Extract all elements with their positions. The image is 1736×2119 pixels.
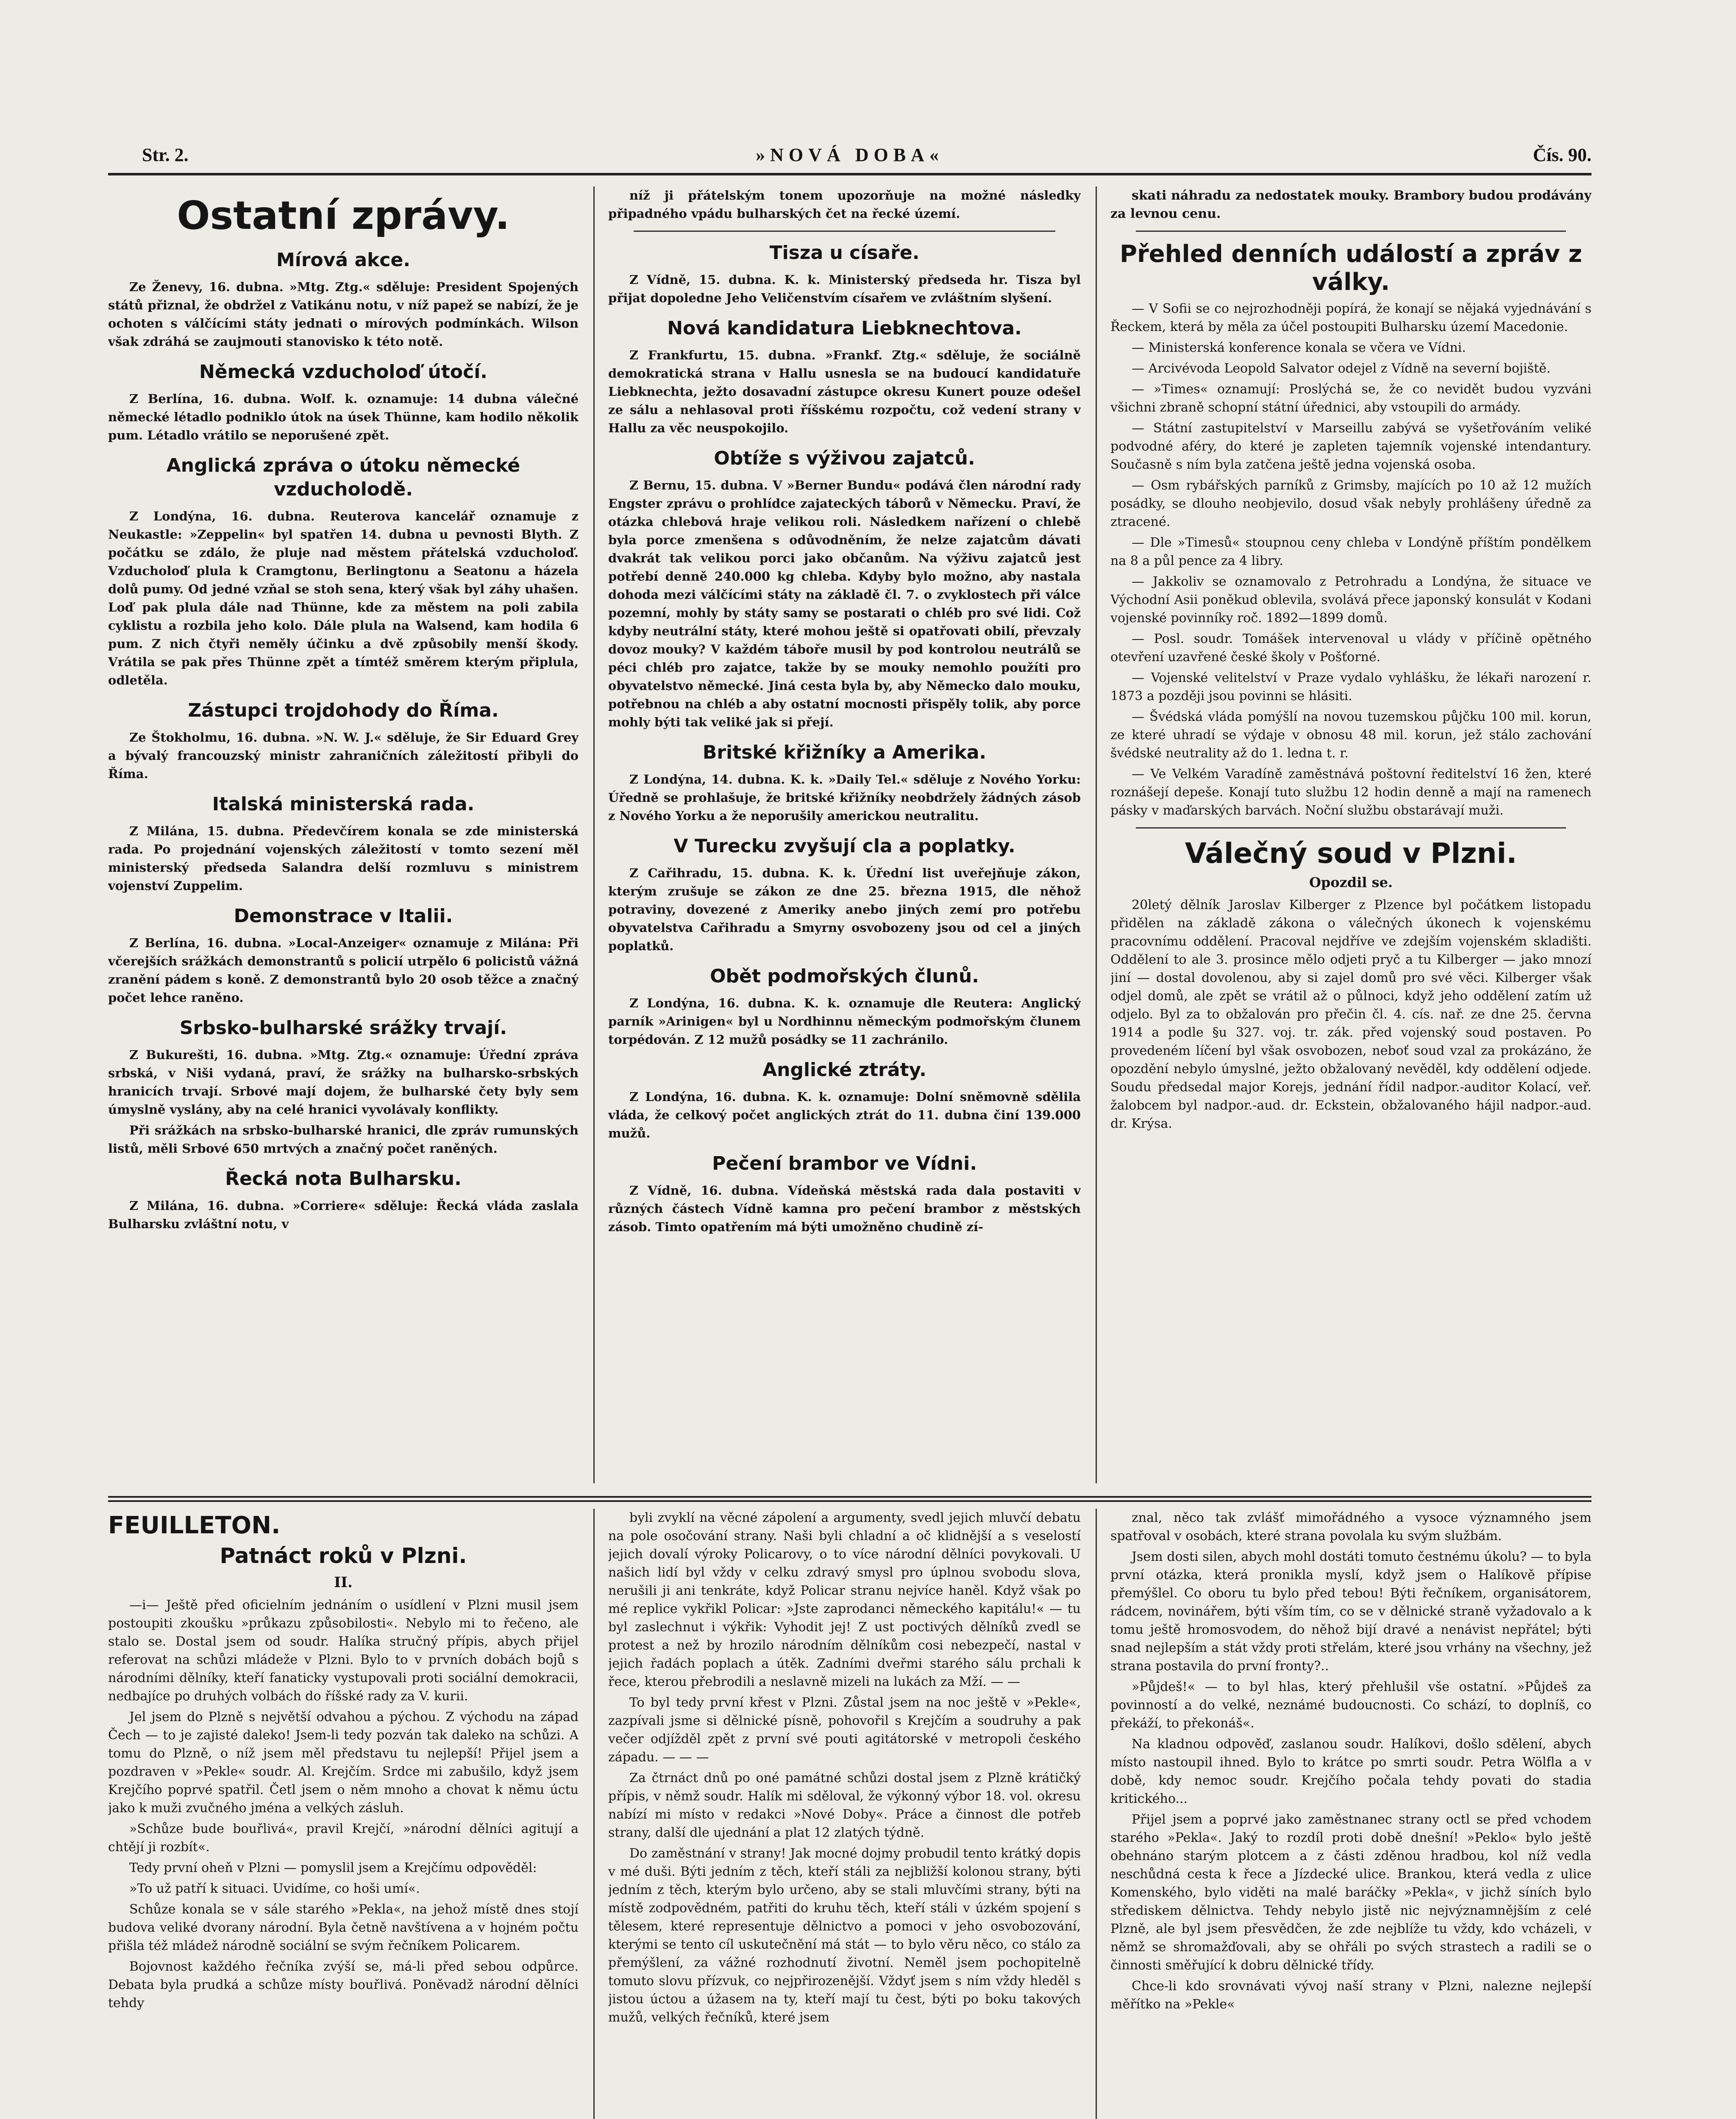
section-title: Ostatní zprávy. (177, 193, 510, 238)
overview-item: — Arcivévoda Leopold Salvator odejel z Vídně na severní bojiště. (1132, 361, 1551, 376)
feuilleton-paragraph: znal, něco tak zvlášť mimořádného a vysoce významného jsem spatřoval v osobách, které strana povolala ku svým službám. (1110, 1510, 1591, 1543)
overview-item: — Posl. soudr. Tomášek intervenoval u vlády v příčině opětného otevření uzavřené české školy v Pošťorné. (1110, 631, 1591, 665)
story-title: Zástupci trojdohody do Říma. (188, 700, 499, 721)
feuilleton-title: Patnáct roků v Plzni. (220, 1543, 467, 1568)
story-title: Anglické ztráty. (762, 1059, 926, 1081)
story-text: Z Vídně, 16. dubna. Vídeňská městská rada dala postaviti v různých částech Vídně kamna pro pečení brambor z městských zásob. Timto opatřením má býti umožněno chudině zí- (608, 1183, 1081, 1234)
feuilleton-paragraph: byli zvyklí na věcné zápolení a argumenty, svedl jejich mluvčí debatu na pole osočování strany. Naši byli chladní a oč klidnější a s veselostí jejich dovalí výroky Policarovy, o to více národní dělníci povykovali. U našich lidí byl vždy v celku zdravý smysl pro úplnou svobodu slova, nerušili ji ani tenkráte, když Policar stranu nejvíce haněl. Když však po mé replice vykřikl Policar: »Jste zaprodanci německého kapitálu!« — tu byl zaslechnut i výkřik: Vyhodit jej! Z ust poctivých dělníků zvedl se protest a než by hrozilo národním dělníkům cosi nebezpečí, nastal v jejich řadách poplach a útěk. Zadními dveřmi starého sálu prchali k řece, kterou přebrodili a neslavně mizeli na lukách za Mží. — — (608, 1510, 1081, 1689)
story-title: Nová kandidatura Liebknechtova. (667, 317, 1022, 339)
story-text: Z Londýna, 16. dubna. K. k. oznamuje: Dolní sněmovně sdělila vláda, že celkový počet anglických ztrát do 11. dubna činí 139.000 mužů. (608, 1090, 1081, 1140)
feuilleton-paragraph: To byl tedy první křest v Plzni. Zůstal jsem na noc ještě v »Pekle«, zazpívali jsme si dělnické písně, pohovořil s Krejčím a soudruhy a pak večer odjížděl zpět z první své pouti agitátorské v metropoli českého západu. — — — (608, 1695, 1081, 1765)
column-rule (593, 1509, 595, 2119)
story-text: Ze Ženevy, 16. dubna. »Mtg. Ztg.« sděluje: President Spojených států přiznal, že obdržel z Vatikánu notu, v níž papež se nabízí, že je ochoten s válčícími státy jednati o mírových podmínkách. Wilson však zdráhá se zaujmouti stanovisko k této notě. (108, 280, 579, 349)
overview-item: — Jakkoliv se oznamovalo z Petrohradu a Londýna, že situace ve Východní Asii poněkud oblevila, svolává přece japonský konsulát v Kodani vojenské povinníky roč. 1892—1899 domů. (1110, 574, 1591, 626)
story-8 (108, 1167, 579, 1233)
feuilleton-column-1 (108, 1509, 579, 2119)
court-text: 20letý dělník Jaroslav Kilberger z Plzence byl počátkem listopadu přidělen na základě zákona o válečných úkonech k vojenskému pracovnímu oddělení. Pracoval nejdříve ve zdejším vojenském skladišti. Oddělení to ale 3. prosince mělo odjeti pryč a tu Kilberger — jako mnozí jiní — dostal dovolenou, aby si zajel domů pro své věci. Kilberger však odjel domů, ale zpět se vrátil až o půlnoci, když jeho oddělení zatím už odjelo. Byl za to obžalován pro přečin čl. 4. cís. nař. ze dne 25. června 1914 a podle §u 327. voj. tr. zák. před vojenský soud postaven. Po provedeném líčení byl však osvobozen, neboť soud vzal za prokázáno, že opozdění nebylo úmyslné, ježto obžalovaný nevěděl, kdy oddělení odjede. Soudu předsedal major Korejs, jednání řídil nadpor.-auditor Kolací, veř. žalobcem byl nadpor.-aud. dr. Eckstein, obžalovaného hájil nadpor.-aud. dr. Krýsa. (1110, 898, 1591, 1131)
overview-item: — Dle »Timesů« stoupnou ceny chleba v Londýně příštím pondělkem na 8 a půl pence za 4 libry. (1110, 535, 1591, 568)
feuilleton-paragraph: —i— Ještě před oficielním jednáním o usídlení v Plzni musil jsem postoupiti zkoušku »průkazu způsobilosti«. Nebylo mi to řečeno, ale stalo se. Dostal jsem od soudr. Halíka stručný přípis, abych přijel referovat na schůzi mládeže v Plzni. Bylo to v prvních dobách bojů s národními dělníky, kteří fanaticky vystupovali proti sociální demokracii, nedbajíce po druhých volbách do říšské rady za V. kurii. (108, 1598, 579, 1704)
feuilleton-label: FEUILLETON. (108, 1512, 281, 1539)
story-13 (608, 834, 1081, 955)
story-title: Německá vzducholoď útočí. (199, 361, 488, 383)
story-text-continued: Při srážkách na srbsko-bulharské hranici, dle zpráv rumunských listů, měli Srbové 650 mrtvých a značný počet raněných. (108, 1123, 579, 1156)
story-title: Italská ministerská rada. (212, 793, 475, 815)
story-title: Demonstrace v Italii. (234, 905, 453, 927)
feuilleton-paragraph: »Půjdeš!« — to byl hlas, který přehlušil vše ostatní. »Půjdeš za povinností a do velké, neznámé budoucnosti. Co schází, to doplníš, co překáží, to překonáš«. (1110, 1680, 1591, 1731)
overview-item: — Ministerská konference konala se včera ve Vídni. (1132, 340, 1466, 355)
story-2 (108, 360, 579, 445)
feuilleton-column-3 (1110, 1509, 1591, 2119)
column-rule (1096, 1509, 1097, 2119)
feuilleton-part: II. (334, 1574, 353, 1591)
story-title: Mírová akce. (276, 249, 411, 271)
overview-title: Přehled denních událostí a zpráv z války. (1120, 240, 1582, 296)
overview-item: — V Sofii se co nejrozhodněji popírá, že konají se nějaká vyjednávání s Řeckem, která by měla za účel postoupiti Bulharsku území Macedonie. (1110, 301, 1591, 334)
story-text: Z Milána, 16. dubna. »Corriere« sděluje: Řecká vláda zaslala Bulharsku zvláštní notu, v (108, 1199, 579, 1231)
overview-item: — Vojenské velitelství v Praze vydalo vyhlášku, že lékaři narození r. 1873 a později jsou povinni se hlásiti. (1110, 670, 1591, 704)
feuilleton-paragraph: Přijel jsem a poprvé jako zaměstnanec strany octl se před vchodem starého »Pekla«. Jaký to rozdíl proti době dnešní! »Peklo« bylo ještě obehnáno starým plotcem a z části zděnou hradbou, kol níž vedla neschůdná cesta k řece a Jízdecké ulice. Brankou, která vedla z ulice Komenského, bylo viděti na malé baráčky »Pekla«, v jichž síních bylo střediskem dělnictva. Tehdy nebylo jistě nic nejvýznamnějším z celé Plzně, ale byl jsem přesvědčen, že zde nejblíže tu vždy, kdo vcházeli, v němž se shromažďovali, aby se ohřáli po svých strastech a radili se o činnosti směřující k dobru dělnické třídy. (1110, 1812, 1591, 1973)
story-text: Z Bernu, 15. dubna. V »Berner Bundu« podává člen národní rady Engster zprávu o prohlídce zajateckých táborů v Německu. Praví, že otázka chlebová hraje velikou roli. Následkem nařízení o chlebě byla porce zmenšena s odůvodněním, že nelze zajatcům dávati dvakrát tak velikou porci jako občanům. Na výživu zajatců jest potřebí denně 240.000 kg chleba. Kdyby bylo možno, aby nastala dohoda mezi válčícími státy na základě čl. 7. o zvyklostech při válce pozemní, mohly by státy samy se postarati o chléb pro své lidi. Což kdyby neutrální státy, které mohou ještě si opatřovati obilí, převzaly dovoz mouky? V každém táboře musil by pod kontrolou neutrálů se péci chléb pro zajatce, takže by se mouky nemohlo použíti pro obyvatelstvo německé. Jiná cesta byla by, aby Německo dalo mouku, potřebnou na chléb a aby ostatní mocnosti přispěly tolik, aby porce mohly býti tak veliké jak si přejí. (608, 478, 1081, 729)
story-text: Z Londýna, 16. dubna. K. k. oznamuje dle Reutera: Anglický parník »Arinigen« byl u Nordhinnu německým podmořským člunem torpédován. Z 12 mužů posádky se 11 zachránilo. (608, 996, 1081, 1047)
overview-item: — »Times« oznamují: Proslýchá se, že co nevidět budou vyzváni všichni zbraně schopní státní úřednici, aby vstoupili do armády. (1110, 382, 1591, 415)
issue-number: Čís. 90. (1533, 145, 1591, 165)
story-continuation: níž ji přátelským tonem upozorňuje na možné následky připadného vpádu bulharských čet na řecké území. (608, 188, 1081, 221)
story-text: Z Londýna, 16. dubna. Reuterova kancelář oznamuje z Neukastle: »Zeppelin« byl spatřen 14. dubna u pevnosti Blyth. Z počátku se zdálo, že pluje nad městem přátelská vzducholoď. Vzducholoď plula k Cramgtonu, Berlingtonu a Seatonu a házela dolů pumy. Od jedné vzňal se stoh sena, který však byl záhy uhašen. Loď pak plula dále nad Thünne, kde za městem na poli zabila cyklistu a rozbila jeho kolo. Dále plula na Walsend, kam hodila 6 pum. Z nich čtyři neměly účinku a dvě způsobily menší škody. Vrátila se pak přes Thünne zpět a tímtéž směrem kterým připlula, odletěla. (108, 509, 579, 687)
court-title: Válečný soud v Plzni. (1185, 837, 1517, 870)
story-title: Britské křižníky a Amerika. (702, 742, 987, 763)
story-title: V Turecku zvyšují cla a poplatky. (673, 835, 1015, 857)
story-title: Anglická zpráva o útoku německé vzducholodě. (166, 455, 520, 500)
feuilleton-paragraph: Chce-li kdo srovnávati vývoj naší strany v Plzni, nalezne nejlepší měřítko na »Pekle« (1110, 1979, 1591, 2012)
overview-item: — Osm rybářských parníků z Grimsby, majících po 10 až 12 mužích posádky, se dlouho neobjevilo, dosud však nebyly prohlášeny úředně za ztracené. (1110, 478, 1591, 529)
story-text: Z Berlína, 16. dubna. »Local-Anzeiger« oznamuje z Milána: Při včerejších srážkách demonstrantů s policií utrpělo 6 policistů vážná zranění pádem s koně. Z demonstrantů bylo 20 osob těžce a značný počet lehce raněno. (108, 936, 579, 1005)
story-11 (608, 447, 1081, 731)
feuilleton-paragraph: Na kladnou odpověď, zaslanou soudr. Halíkovi, došlo sdělení, abych místo nastoupil ihned. Bylo to krátce po smrti soudr. Petra Wölfla a v době, kdy nemoc soudr. Krejčího počala tehdy povati do stadia kritického... (1110, 1737, 1591, 1806)
story-text: Z Frankfurtu, 15. dubna. »Frankf. Ztg.« sděluje, že sociálně demokratická strana v Hallu usnesla se na budoucí kandidatuře Liebknechta, ježto dosavadní zástupce okresu Kunert pouze odešel ze sálu a nehlasoval proti říšskému rozpočtu, což vedení strany v Hallu za věc neuspokojilo. (608, 348, 1081, 435)
story-title: Srbsko-bulharské srážky trvají. (179, 1017, 507, 1039)
story-text: Z Milána, 15. dubna. Předevčírem konala se zde ministerská rada. Po projednání vojenských záležitostí v tomto sezení měl ministerský předseda Salandra delší rozmluvu s ministrem vojenství Zuppelim. (108, 824, 579, 893)
story-text: Z Vídně, 15. dubna. K. k. Ministerský předseda hr. Tisza byl přijat dopoledne Jeho Veličenstvím císařem ve zvláštním slyšení. (608, 273, 1081, 305)
story-10 (608, 317, 1081, 437)
news-column-1 (108, 186, 579, 1483)
story-text: Z Bukurešti, 16. dubna. »Mtg. Ztg.« oznamuje: Úřední zpráva srbská, v Niši vydaná, praví, že srážky na bulharsko-srbských hranicích trvají. Srbové mají dojem, že bulharské čety byly sem úmyslně vyslány, aby na celé hranici vyvolávaly konflikty. (108, 1048, 579, 1117)
story-divider (1136, 231, 1566, 232)
story-title: Obět podmořských člunů. (710, 965, 979, 987)
overview-item: — Ve Velkém Varadíně zaměstnává poštovní ředitelství 16 žen, které roznášejí depeše. Konají tuto službu 12 hodin denně a mají na ramenech pásky v maďarských barvách. Noční službu obstarávají muži. (1110, 767, 1591, 818)
story-1 (108, 248, 579, 351)
story-text: Z Cařihradu, 15. dubna. K. k. Úřední list uveřejňuje zákon, kterým zrušuje se zákon ze dne 25. března 1915, dle něhož potraviny, dovezené z Ameriky anebo jiných zemí pro potřebu obyvatelstva Cařihradu a Smyrny osvobozeny jsou od cel a jiných poplatků. (608, 866, 1081, 953)
story-divider (634, 231, 1055, 232)
story-15 (608, 1058, 1081, 1143)
feuilleton-paragraph: Schůze konala se v sále starého »Pekla«, na jehož místě dnes stojí budova veliké dvorany národní. Byla četně navštívena a v hojném počtu přišla též mládež národně sociální se svým řečníkem Policarem. (108, 1902, 579, 1953)
column-rule (593, 186, 595, 1483)
story-12 (608, 741, 1081, 825)
feuilleton-paragraph: Jel jsem do Plzně s největší odvahou a pýchou. Z východu na západ Čech — to je zajisté daleko! Jsem-li tedy pozván tak daleko na schůzi. A tomu do Plzně, o níž jsem měl představu tu nejlepší! Přijel jsem a pozdraven v »Pekle« soudr. Al. Krejčím. Srdce mi zabušilo, když jsem Krejčího poprvé spatřil. Četl jsem o něm mnoho a chovat k němu úctu jako k muži zvučného jména a velkých zásluh. (108, 1710, 579, 1816)
story-3 (108, 454, 579, 690)
feuilleton-paragraph: Za čtrnáct dnů po oné památné schůzi dostal jsem z Plzně krátičký přípis, v němž soudr. Halík mi sděloval, že výkonný výbor 18. vol. okresu nabízí mi místo v redakci »Nové Doby«. Práce a činnost dle potřeb strany, další dle ujednání a plat 12 zlatých týdně. (608, 1771, 1081, 1840)
story-text: Z Berlína, 16. dubna. Wolf. k. oznamuje: 14 dubna válečné německé létadlo podniklo útok na úsek Thünne, kam hodilo několik pum. Létadlo vrátilo se neporušené zpět. (108, 392, 579, 442)
story-7 (108, 1016, 579, 1158)
overview-item: — Státní zastupitelství v Marseillu zabývá se vyšetřováním veliké podvodné aféry, do které je zapleten tajemník vojenské intendantury. Současně s ním byla zatčena ještě jedna vojenská osoba. (1110, 421, 1591, 472)
court-subtitle: Opozdil se. (1309, 874, 1393, 890)
feuilleton-paragraph: Do zaměstnání v strany! Jak mocné dojmy probudil tento krátký dopis v mé duši. Býti jedním z těch, kteří stáli za nejbližší kolonou strany, býti jedním z těch, kterým bylo určeno, aby se stali mluvčími strany, býti na místě zodpovědném, patřiti do kruhu těch, kteří stáli v úzkém spojení s tělesem, které representuje dělnictvo a pomoci v jeho osvobozování, kterými se tento cíl uskutečnění má stát — to bylo věru něco, co stálo za přemýšlení, za vážné rozhodnutí životní. Neměl jsem pochopitelně tomuto slovu přízvuk, co nejpřirozenější. Vždyť jsem s ním vždy hleděl s jistou úctou a úžasem na ty, kteří mají tu čest, býti po boku takových mužů, velkých řečníků, které jsem (608, 1846, 1081, 2025)
story-title: Obtíže s výživou zajatců. (714, 448, 975, 469)
feuilleton-paragraph: »Schůze bude bouřlivá«, pravil Krejčí, »národní dělníci agitují a chtějí ji rozbít«. (108, 1821, 579, 1855)
story-14 (608, 965, 1081, 1049)
feuilleton-paragraph: Tedy první oheň v Plzni — pomyslil jsem a Krejčímu odpověděl: (129, 1860, 537, 1875)
story-4 (108, 699, 579, 783)
story-text: Ze Štokholmu, 16. dubna. »N. W. J.« sděluje, že Sir Eduard Grey a bývalý francouzský ministr zahraničních záležitostí přibyli do Říma. (108, 730, 579, 781)
news-column-2 (608, 186, 1081, 1483)
overview-list (1110, 300, 1591, 820)
story-9 (608, 241, 1081, 307)
feuilleton-paragraph: Bojovnost každého řečníka zvýší se, má-li před sebou odpůrce. Debata byla prudká a schůze místy bouřlivá. Poněvadž národní dělníci tehdy (108, 1959, 579, 2011)
feuilleton-divider (108, 1496, 1591, 1502)
header-rule (108, 173, 1591, 175)
story-continuation: skati náhradu za nedostatek mouky. Brambory budou prodávány za levnou cenu. (1110, 188, 1591, 221)
story-16 (608, 1152, 1081, 1236)
story-title: Pečení brambor ve Vídni. (712, 1153, 977, 1174)
feuilleton-paragraph: »To už patří k situaci. Uvidíme, co hoši umí«. (129, 1881, 420, 1896)
news-column-3 (1110, 186, 1591, 1483)
story-title: Řecká nota Bulharsku. (225, 1168, 462, 1190)
feuilleton-column-2 (608, 1509, 1081, 2119)
feuilleton-paragraph: Jsem dosti silen, abych mohl dostáti tomuto čestnému úkolu? — to byla první otázka, která pronikla myslí, když jsem o Halíkově přípise přemýšlel. Co oboru tu bylo před tebou! Býti řečníkem, organisátorem, rádcem, novinářem, býti vším tím, co se v dělnické straně vyžadovalo a k tomu ještě hromosvodem, do něhož bijí dravé a nenávist nepřátel; býti snad nejlepším a stát vždy proti střelám, které jsou vrhány na všechny, jež strana postavila do první fronty?.. (1110, 1549, 1591, 1674)
page-header (108, 136, 1591, 174)
story-title: Tisza u císaře. (769, 242, 920, 264)
story-text: Z Londýna, 14. dubna. K. k. »Daily Tel.« sděluje z Nového Yorku: Úředně se prohlašuje, že britské křižníky neobdržely žádných zásob z Nového Yorku a že neporušily americkou neutralitu. (608, 772, 1081, 823)
story-5 (108, 793, 579, 895)
page-number: Str. 2. (142, 145, 189, 165)
newspaper-title: »NOVÁ DOBA« (756, 145, 944, 165)
story-6 (108, 904, 579, 1007)
column-rule (1096, 186, 1097, 1483)
story-divider (1136, 827, 1566, 829)
overview-item: — Švédská vláda pomýšlí na novou tuzemskou půjčku 100 mil. korun, ze které uhradí se výdaje v obnosu 48 mil. korun, jež stálo zachování švédské neutrality až do 1. ledna t. r. (1110, 709, 1591, 761)
